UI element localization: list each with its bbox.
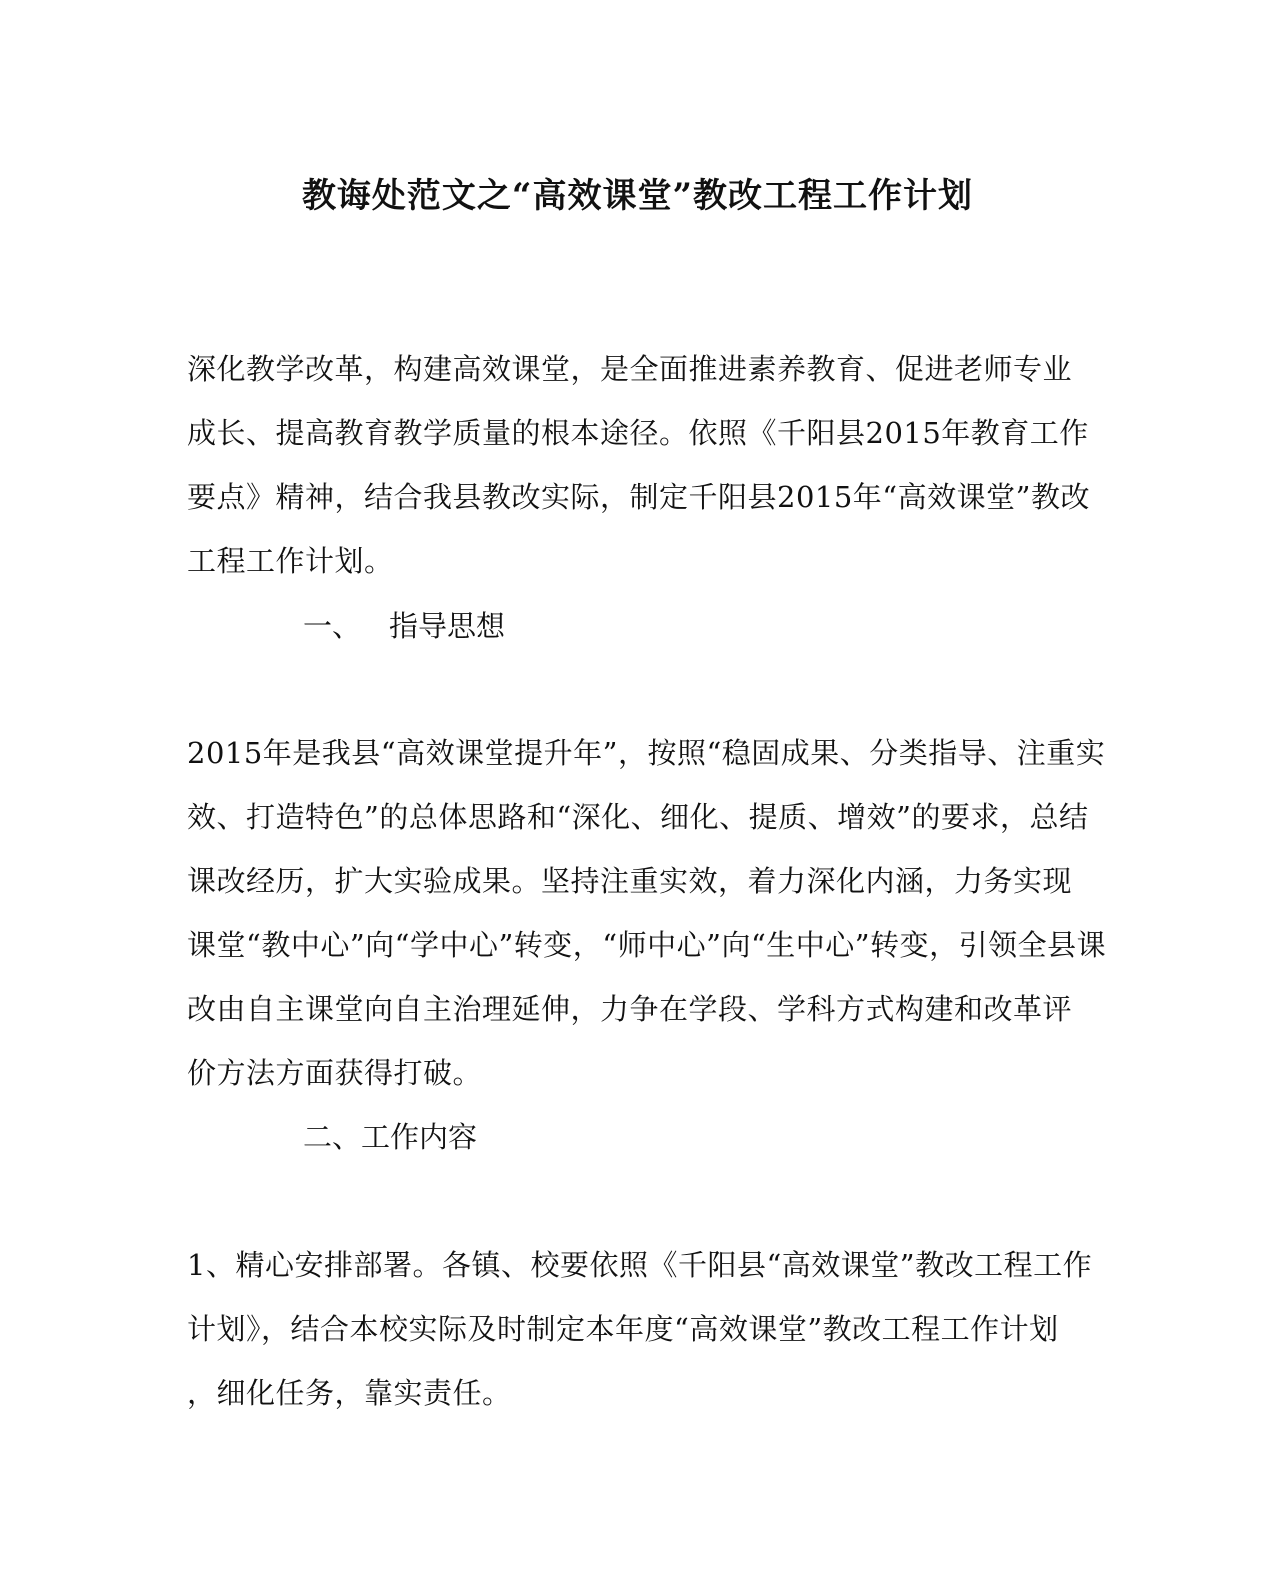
- paragraph-line: 工程工作计划。: [187, 544, 394, 578]
- paragraph-line: 效、打造特色”的总体思路和“深化、细化、提质、增效”的要求，总结: [187, 800, 1089, 834]
- intro-paragraph: [187, 337, 1090, 593]
- paragraph-line: 深化教学改革，构建高效课堂，是全面推进素养教育、促进老师专业: [187, 352, 1073, 386]
- document-title: 教诲处范文之“高效课堂”教改工程工作计划: [301, 176, 974, 216]
- paragraph-line: 2015年是我县“高效课堂提升年”，按照“稳固成果、分类指导、注重实: [187, 736, 1106, 770]
- paragraph-line: 成长、提高教育教学质量的根本途径。依照《千阳县2015年教育工作: [187, 416, 1089, 450]
- section2-paragraph: [187, 1233, 1093, 1425]
- paragraph-line: 课改经历，扩大实验成果。坚持注重实效，着力深化内涵，力务实现: [187, 864, 1073, 898]
- section1-paragraph: [187, 721, 1107, 1105]
- paragraph-line: 1、精心安排部署。各镇、校要依照《千阳县“高效课堂”教改工程工作: [187, 1248, 1093, 1282]
- section-title: 指导思想: [389, 609, 506, 643]
- paragraph-line: 课堂“教中心”向“学中心”转变，“师中心”向“生中心”转变，引领全县课: [187, 928, 1107, 962]
- paragraph-line: 改由自主课堂向自主治理延伸，力争在学段、学科方式构建和改革评: [187, 992, 1073, 1026]
- paragraph-line: 计划》，结合本校实际及时制定本年度“高效课堂”教改工程工作计划: [187, 1312, 1059, 1346]
- paragraph-line: 价方法方面获得打破。: [187, 1056, 483, 1090]
- section-heading-1: [303, 594, 505, 658]
- paragraph-line: 要点》精神，结合我县教改实际，制定千阳县2015年“高效课堂”教改: [187, 480, 1090, 514]
- paragraph-line: ，细化任务，靠实责任。: [187, 1376, 512, 1410]
- section-number: 一、: [303, 609, 362, 643]
- section-heading-2: 二、工作内容: [303, 1120, 478, 1154]
